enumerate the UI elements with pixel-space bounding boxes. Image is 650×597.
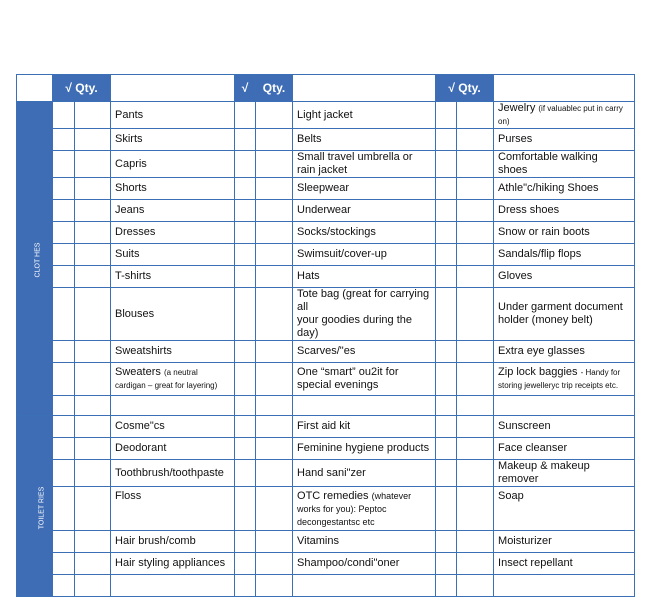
qty-cell[interactable] — [75, 416, 111, 438]
packing-checklist-table — [16, 74, 635, 597]
qty-cell[interactable] — [256, 438, 293, 460]
item-cell: Skirts — [111, 129, 235, 151]
item-cell: Small travel umbrella or rain jacket — [293, 151, 436, 178]
items-header-2 — [293, 75, 436, 102]
item-cell: Hats — [293, 266, 436, 288]
item-cell: Sandals/flip flops — [494, 244, 635, 266]
qty-cell[interactable] — [457, 178, 494, 200]
qty-cell[interactable] — [256, 200, 293, 222]
category-clothes: CLOT HES — [17, 102, 53, 416]
checkbox-cell[interactable] — [436, 178, 457, 200]
checkbox-cell[interactable] — [235, 575, 256, 597]
qty-cell[interactable] — [256, 102, 293, 129]
item-cell: Vitamins — [293, 531, 436, 553]
qty-cell[interactable] — [457, 151, 494, 178]
qty-cell[interactable] — [75, 151, 111, 178]
checkbox-cell[interactable] — [436, 129, 457, 151]
item-cell: T-shirts — [111, 266, 235, 288]
qty-cell[interactable] — [457, 416, 494, 438]
check-qty-header-1: √ Qty. — [53, 75, 111, 102]
table-row — [17, 200, 635, 222]
qty-cell[interactable] — [75, 363, 111, 396]
checkbox-cell[interactable] — [53, 200, 75, 222]
checkbox-cell[interactable] — [53, 416, 75, 438]
checkbox-cell[interactable] — [53, 102, 75, 129]
qty-cell[interactable] — [75, 553, 111, 575]
qty-cell[interactable] — [457, 341, 494, 363]
checkbox-cell[interactable] — [53, 244, 75, 266]
item-cell: Suits — [111, 244, 235, 266]
checkbox-cell[interactable] — [53, 178, 75, 200]
qty-cell[interactable] — [457, 244, 494, 266]
item-cell: Floss — [111, 487, 235, 531]
qty-header-2: Qty. — [256, 75, 293, 102]
item-cell: Jewelry (if valuablec put in carry on) — [494, 102, 635, 129]
qty-cell[interactable] — [75, 200, 111, 222]
table-row — [17, 531, 635, 553]
qty-cell[interactable] — [457, 531, 494, 553]
qty-cell[interactable] — [75, 222, 111, 244]
checkbox-cell[interactable] — [436, 222, 457, 244]
qty-cell[interactable] — [457, 363, 494, 396]
qty-cell[interactable] — [75, 531, 111, 553]
category-toiletries: TOILET RIES — [17, 416, 53, 597]
table-row — [17, 266, 635, 288]
qty-cell[interactable] — [256, 416, 293, 438]
qty-cell[interactable] — [256, 487, 293, 531]
table-row — [17, 129, 635, 151]
checkbox-cell[interactable] — [436, 460, 457, 487]
item-cell: Gloves — [494, 266, 635, 288]
qty-cell[interactable] — [256, 244, 293, 266]
header-row — [17, 75, 635, 102]
item-cell: Deodorant — [111, 438, 235, 460]
table-row — [17, 553, 635, 575]
qty-cell[interactable] — [457, 222, 494, 244]
qty-cell[interactable] — [457, 129, 494, 151]
qty-cell[interactable] — [256, 553, 293, 575]
item-cell: Shorts — [111, 178, 235, 200]
checkbox-cell[interactable] — [53, 129, 75, 151]
checkbox-cell[interactable] — [436, 416, 457, 438]
item-cell: Purses — [494, 129, 635, 151]
qty-cell[interactable] — [256, 531, 293, 553]
checkbox-cell[interactable] — [436, 151, 457, 178]
items-header-1 — [111, 75, 235, 102]
item-cell — [494, 575, 635, 597]
checkbox-cell[interactable] — [235, 487, 256, 531]
checkbox-cell[interactable] — [436, 266, 457, 288]
item-cell: Socks/stockings — [293, 222, 436, 244]
item-cell: Hair brush/comb — [111, 531, 235, 553]
item-cell: Moisturizer — [494, 531, 635, 553]
item-cell: Face cleanser — [494, 438, 635, 460]
checkbox-cell[interactable] — [53, 222, 75, 244]
checkbox-cell[interactable] — [436, 341, 457, 363]
item-cell: One “smart” ou2it for special evenings — [293, 363, 436, 396]
item-cell: Feminine hygiene products — [293, 438, 436, 460]
item-cell: Shampoo/condi"oner — [293, 553, 436, 575]
qty-cell[interactable] — [75, 487, 111, 531]
qty-cell[interactable] — [256, 178, 293, 200]
checkbox-cell[interactable] — [53, 363, 75, 396]
table-row — [17, 363, 635, 396]
check-header-2: √ — [235, 75, 256, 102]
qty-cell[interactable] — [457, 102, 494, 129]
checkbox-cell[interactable] — [235, 363, 256, 396]
item-cell: Toothbrush/toothpaste — [111, 460, 235, 487]
table-row — [17, 396, 635, 416]
qty-cell[interactable] — [256, 266, 293, 288]
checkbox-cell[interactable] — [235, 129, 256, 151]
qty-cell[interactable] — [256, 363, 293, 396]
item-cell — [111, 396, 235, 416]
qty-cell[interactable] — [75, 129, 111, 151]
qty-cell[interactable] — [75, 460, 111, 487]
checkbox-cell[interactable] — [53, 288, 75, 341]
item-cell — [293, 396, 436, 416]
check-qty-header-3: √ Qty. — [436, 75, 494, 102]
qty-cell[interactable] — [75, 575, 111, 597]
checkbox-cell[interactable] — [436, 487, 457, 531]
item-cell: Swimsuit/cover-up — [293, 244, 436, 266]
checkbox-cell[interactable] — [235, 396, 256, 416]
qty-cell[interactable] — [75, 438, 111, 460]
item-cell: Belts — [293, 129, 436, 151]
qty-cell[interactable] — [457, 438, 494, 460]
checkbox-cell[interactable] — [53, 553, 75, 575]
checkbox-cell[interactable] — [235, 438, 256, 460]
item-cell: Capris — [111, 151, 235, 178]
checkbox-cell[interactable] — [235, 200, 256, 222]
qty-cell[interactable] — [75, 266, 111, 288]
checkbox-cell[interactable] — [235, 460, 256, 487]
qty-cell[interactable] — [457, 487, 494, 531]
item-cell — [293, 575, 436, 597]
item-cell — [111, 575, 235, 597]
item-cell: Tote bag (great for carrying all your goodies during the day) — [293, 288, 436, 341]
item-cell: First aid kit — [293, 416, 436, 438]
checkbox-cell[interactable] — [235, 266, 256, 288]
item-cell — [494, 396, 635, 416]
table-row — [17, 288, 635, 341]
qty-cell[interactable] — [75, 244, 111, 266]
checkbox-cell[interactable] — [436, 288, 457, 341]
qty-cell[interactable] — [256, 288, 293, 341]
checkbox-cell[interactable] — [436, 575, 457, 597]
table-row — [17, 151, 635, 178]
item-cell: Soap — [494, 487, 635, 531]
checkbox-cell[interactable] — [53, 438, 75, 460]
item-cell: Sweatshirts — [111, 341, 235, 363]
checkbox-cell[interactable] — [436, 244, 457, 266]
checkbox-cell[interactable] — [53, 575, 75, 597]
item-cell: Sunscreen — [494, 416, 635, 438]
table-row — [17, 244, 635, 266]
checkbox-cell[interactable] — [235, 531, 256, 553]
checkbox-cell[interactable] — [436, 396, 457, 416]
item-cell: Scarves/"es — [293, 341, 436, 363]
checkbox-cell[interactable] — [53, 460, 75, 487]
table-row — [17, 178, 635, 200]
checkbox-cell[interactable] — [235, 416, 256, 438]
item-cell: OTC remedies (whatever works for you): Peptoc decongestantsc etc — [293, 487, 436, 531]
item-cell: Sweaters (a neutral cardigan – great for layering) — [111, 363, 235, 396]
item-cell: Blouses — [111, 288, 235, 341]
corner-cell — [17, 75, 53, 102]
item-cell: Insect repellant — [494, 553, 635, 575]
qty-cell[interactable] — [457, 396, 494, 416]
checkbox-cell[interactable] — [235, 102, 256, 129]
item-cell: Light jacket — [293, 102, 436, 129]
checkbox-cell[interactable] — [436, 553, 457, 575]
item-cell: Cosme"cs — [111, 416, 235, 438]
qty-cell[interactable] — [457, 288, 494, 341]
item-cell: Comfortable walking shoes — [494, 151, 635, 178]
table-row — [17, 460, 635, 487]
qty-cell[interactable] — [75, 178, 111, 200]
item-cell: Athle"c/hiking Shoes — [494, 178, 635, 200]
items-header-3 — [494, 75, 635, 102]
qty-cell[interactable] — [457, 553, 494, 575]
checkbox-cell[interactable] — [235, 178, 256, 200]
item-cell: Makeup & makeup remover — [494, 460, 635, 487]
item-cell: Hand sani"zer — [293, 460, 436, 487]
qty-cell[interactable] — [256, 396, 293, 416]
item-cell: Underwear — [293, 200, 436, 222]
table-row — [17, 438, 635, 460]
qty-cell[interactable] — [457, 200, 494, 222]
qty-cell[interactable] — [457, 460, 494, 487]
qty-cell[interactable] — [256, 341, 293, 363]
qty-cell[interactable] — [256, 222, 293, 244]
checkbox-cell[interactable] — [53, 341, 75, 363]
table-row — [17, 341, 635, 363]
item-cell: Hair styling appliances — [111, 553, 235, 575]
item-cell: Zip lock baggies - Handy for storing jewelleryc trip receipts etc. — [494, 363, 635, 396]
checkbox-cell[interactable] — [53, 487, 75, 531]
item-cell: Pants — [111, 102, 235, 129]
checkbox-cell[interactable] — [436, 363, 457, 396]
checkbox-cell[interactable] — [53, 151, 75, 178]
qty-cell[interactable] — [75, 341, 111, 363]
qty-cell[interactable] — [75, 102, 111, 129]
checkbox-cell[interactable] — [235, 288, 256, 341]
checkbox-cell[interactable] — [53, 531, 75, 553]
table-row — [17, 487, 635, 531]
qty-cell[interactable] — [256, 460, 293, 487]
checkbox-cell[interactable] — [235, 553, 256, 575]
qty-cell[interactable] — [256, 575, 293, 597]
qty-cell[interactable] — [75, 396, 111, 416]
item-cell: Sleepwear — [293, 178, 436, 200]
table-row — [17, 416, 635, 438]
qty-cell[interactable] — [256, 129, 293, 151]
item-cell: Dress shoes — [494, 200, 635, 222]
table-row — [17, 102, 635, 129]
qty-cell[interactable] — [457, 266, 494, 288]
table-row — [17, 575, 635, 597]
item-cell: Extra eye glasses — [494, 341, 635, 363]
item-cell: Dresses — [111, 222, 235, 244]
item-cell: Snow or rain boots — [494, 222, 635, 244]
checkbox-cell[interactable] — [436, 200, 457, 222]
checkbox-cell[interactable] — [436, 531, 457, 553]
table-row — [17, 222, 635, 244]
checkbox-cell[interactable] — [436, 102, 457, 129]
checkbox-cell[interactable] — [235, 222, 256, 244]
checkbox-cell[interactable] — [53, 396, 75, 416]
qty-cell[interactable] — [75, 288, 111, 341]
checkbox-cell[interactable] — [235, 341, 256, 363]
qty-cell[interactable] — [256, 151, 293, 178]
checkbox-cell[interactable] — [235, 151, 256, 178]
checkbox-cell[interactable] — [436, 438, 457, 460]
checkbox-cell[interactable] — [53, 266, 75, 288]
item-cell: Jeans — [111, 200, 235, 222]
item-cell: Under garment document holder (money belt) — [494, 288, 635, 341]
qty-cell[interactable] — [457, 575, 494, 597]
checkbox-cell[interactable] — [235, 244, 256, 266]
